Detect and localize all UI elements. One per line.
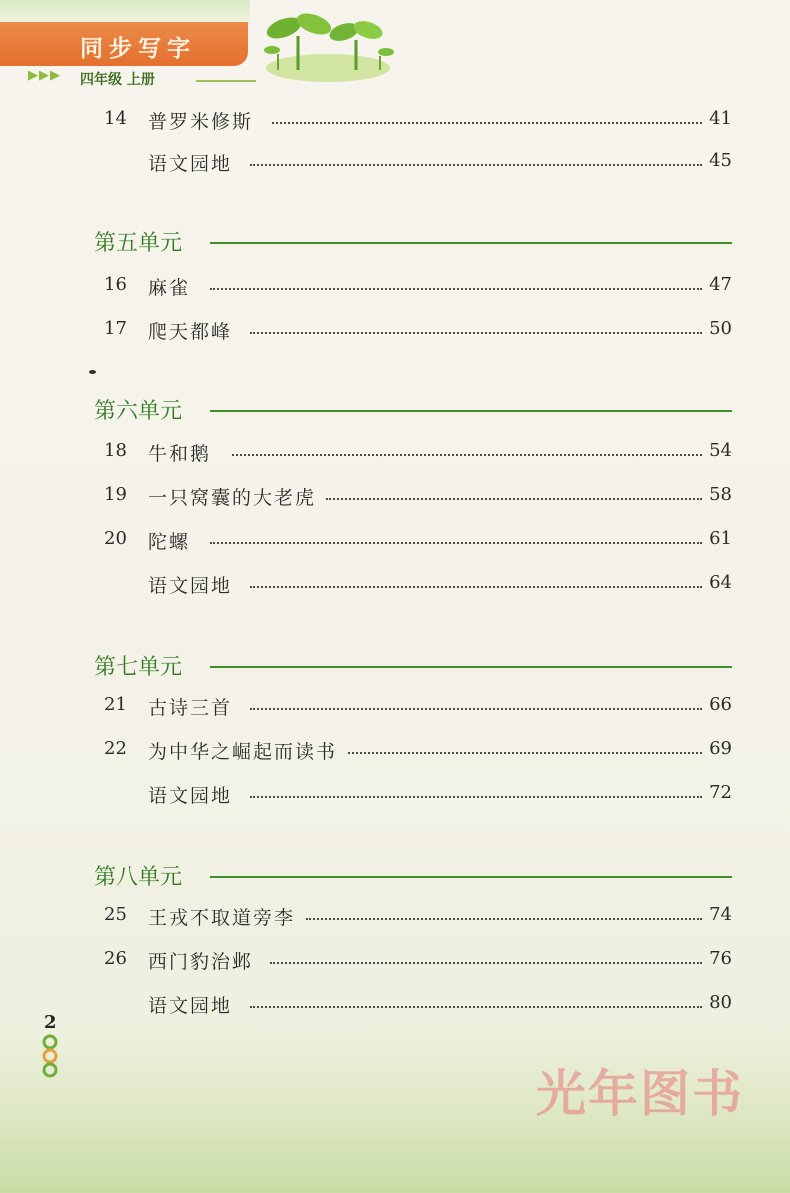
lesson-number: 14 [104,108,127,129]
page-ref: 72 [709,782,732,803]
lesson-title: 古诗三首 [148,697,233,719]
page-ref: 80 [709,992,732,1013]
page-ref: 74 [709,904,732,925]
ink-speck [89,370,96,374]
lesson-number: 25 [104,904,127,925]
toc-entry [0,780,790,810]
page-ref: 61 [709,528,732,549]
grade-label: 四年级 上册 [80,72,155,88]
lesson-title: 语文园地 [148,575,233,597]
toc-entry [0,692,790,722]
lesson-title: 语文园地 [148,785,233,807]
lesson-title: 普罗米修斯 [148,111,254,133]
unit-rule [210,242,732,244]
unit-rule [210,876,732,878]
dot-leader [210,542,702,544]
unit-title: 第七单元 [94,655,183,680]
unit-heading [0,226,790,260]
toc-entry [0,526,790,556]
dot-leader [326,498,702,500]
lesson-number: 22 [104,738,127,759]
dot-leader [348,752,702,754]
grade-underline [196,80,256,82]
dot-leader [270,962,702,964]
page-number: 2 [44,1012,57,1033]
dot-leader [250,332,702,334]
dot-leader [232,454,702,456]
lesson-number: 17 [104,318,127,339]
unit-heading [0,860,790,894]
dot-leader [250,796,702,798]
swirl-ornament-icon [38,1034,62,1078]
lesson-title: 爬天都峰 [148,321,233,343]
toc-entry [0,946,790,976]
toc-entry [0,272,790,302]
toc-entry [0,148,790,178]
lesson-number: 19 [104,484,127,505]
lesson-number: 21 [104,694,127,715]
dot-leader [250,164,702,166]
arrow-icons: ▶▶▶ [28,68,61,83]
lesson-title: 王戎不取道旁李 [148,907,296,929]
dot-leader [250,586,702,588]
dot-leader [250,1006,702,1008]
page-ref: 64 [709,572,732,593]
lesson-number: 18 [104,440,127,461]
lesson-number: 16 [104,274,127,295]
series-title: 同步写字 [80,36,196,62]
lesson-title: 麻雀 [148,277,191,299]
unit-heading [0,650,790,684]
toc-entry [0,990,790,1020]
page-ref: 45 [709,150,732,171]
page-ref: 41 [709,108,732,129]
sprout-illustration [258,0,398,84]
toc-entry [0,736,790,766]
unit-title: 第五单元 [94,231,183,256]
unit-title: 第八单元 [94,865,183,890]
toc-entry [0,482,790,512]
page-ref: 76 [709,948,732,969]
page-ref: 66 [709,694,732,715]
lesson-title: 一只窝囊的大老虎 [148,487,317,509]
toc-entry [0,106,790,136]
lesson-number: 20 [104,528,127,549]
dot-leader [210,288,702,290]
page-ref: 50 [709,318,732,339]
unit-heading [0,394,790,428]
toc-entry [0,438,790,468]
lesson-title: 为中华之崛起而读书 [148,741,338,763]
page-ref: 47 [709,274,732,295]
lesson-title: 西门豹治邺 [148,951,254,973]
page-ref: 54 [709,440,732,461]
lesson-title: 语文园地 [148,995,233,1017]
lesson-number: 26 [104,948,127,969]
page-ref: 69 [709,738,732,759]
lesson-title: 牛和鹅 [148,443,212,465]
lesson-title: 语文园地 [148,153,233,175]
grade-bar [0,68,260,88]
toc-entry [0,902,790,932]
toc-entry [0,570,790,600]
toc-entry [0,316,790,346]
unit-title: 第六单元 [94,399,183,424]
watermark: 光年图书 [536,1065,744,1123]
dot-leader [272,122,702,124]
dot-leader [306,918,702,920]
header-decoration [0,0,250,22]
dot-leader [250,708,702,710]
unit-rule [210,666,732,668]
unit-rule [210,410,732,412]
lesson-title: 陀螺 [148,531,191,553]
page-ref: 58 [709,484,732,505]
